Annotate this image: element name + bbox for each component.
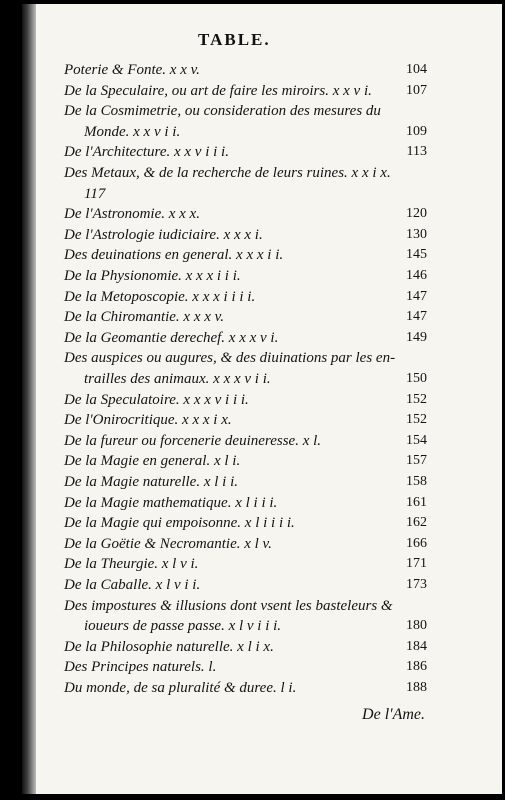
toc-entry-line: De l'Onirocritique. x x x i x. <box>64 412 232 429</box>
toc-page-number: 149 <box>406 329 427 345</box>
toc-page-number: 152 <box>406 412 427 428</box>
toc-entry-line: De la Theurgie. x l v i. <box>64 556 199 573</box>
toc-entry-line: Des auspices ou augures, & des diuinations par les en- <box>64 350 396 367</box>
toc-entry-line: Des Metaux, & de la recherche de leurs ruines. x x i x. <box>64 165 391 181</box>
toc-entry-line: Des deuinations en general. x x x i i. <box>64 247 284 264</box>
toc-page-number: 162 <box>406 515 427 531</box>
toc-page-number: 107 <box>406 82 427 98</box>
toc-page-number: 147 <box>406 309 427 325</box>
toc-entry-line: De la Speculatoire. x x x v i i i. <box>64 391 249 408</box>
toc-entry-line: Poterie & Fonte. x x v. <box>64 62 200 78</box>
toc-entry-line: Des Principes naturels. l. <box>64 659 217 676</box>
toc-page-number: 154 <box>406 432 427 448</box>
toc-entry-line: De la Magie mathematique. x l i i i. <box>64 494 278 511</box>
toc-page-number: 146 <box>406 268 427 283</box>
toc-page-number: 130 <box>406 226 427 242</box>
toc-page-number: 150 <box>406 371 427 386</box>
toc-entry-line: trailles des animaux. x x x v i i. <box>84 371 271 387</box>
toc-entry-line: Des impostures & illusions dont vsent les basteleurs & <box>64 597 393 614</box>
toc-page-number: 188 <box>406 680 427 695</box>
toc-entry-line: De la Magie qui empoisonne. x l i i i i. <box>64 515 295 532</box>
toc-page-number: 113 <box>406 144 427 160</box>
toc-entry-line: De la Magie naturelle. x l i i. <box>64 474 238 490</box>
toc-entry-line: De la Goëtie & Necromantie. x l v. <box>64 535 272 552</box>
toc-entry-line: De la Cosmimetrie, ou consideration des mesures du <box>64 103 381 120</box>
toc-page-number: 104 <box>406 62 427 77</box>
toc-entry-line: De l'Astrologie iudiciaire. x x x i. <box>64 226 263 243</box>
toc-entry-line: De la Metoposcopie. x x x i i i i. <box>64 288 256 305</box>
catchword: De l'Ame. <box>362 706 425 723</box>
toc-entry-line: Du monde, de sa pluralité & duree. l i. <box>64 680 297 696</box>
toc-page-number: 180 <box>406 618 427 634</box>
toc-entry-line: De la Philosophie naturelle. x l i x. <box>64 638 274 655</box>
toc-page-number: 173 <box>406 577 427 592</box>
toc-entry-line: De la Magie en general. x l i. <box>64 453 241 470</box>
toc-entry-line: De la fureur ou forcenerie deuineresse. x l. <box>64 432 322 449</box>
toc-entry-line: De la Chiromantie. x x x v. <box>64 309 224 326</box>
toc-page-number: 184 <box>406 638 427 654</box>
toc-entry-line: De la Speculaire, ou art de faire les miroirs. x x v i. <box>64 82 372 99</box>
toc-entry-line: De la Physionomie. x x x i i i. <box>64 268 241 284</box>
toc-entry-line: De la Caballe. x l v i i. <box>64 577 201 593</box>
toc-page-number: 120 <box>406 206 427 222</box>
toc-page-number: 158 <box>406 474 427 489</box>
toc-entry-line: De l'Astronomie. x x x. <box>64 206 200 223</box>
toc-entry-line: De l'Architecture. x x v i i i. <box>64 144 229 161</box>
toc-page-number: 161 <box>406 494 427 510</box>
toc-page-number: 157 <box>406 453 427 469</box>
toc-entry-line: De la Geomantie derechef. x x x v i. <box>64 329 279 346</box>
toc-entry-line: ioueurs de passe passe. x l v i i i. <box>84 618 282 635</box>
toc-entry-line: 117 <box>84 185 106 202</box>
toc-page-number: 166 <box>406 535 427 551</box>
toc-entry-line: Monde. x x v i i. <box>84 123 181 140</box>
page-header: TABLE. <box>198 30 271 49</box>
toc-page-number: 152 <box>406 391 427 407</box>
toc-page-number: 145 <box>406 247 427 263</box>
toc-page-number: 147 <box>406 288 427 304</box>
toc-page-number: 186 <box>406 659 427 675</box>
toc-page-number: 171 <box>406 556 427 572</box>
toc-page-number: 109 <box>406 123 427 139</box>
